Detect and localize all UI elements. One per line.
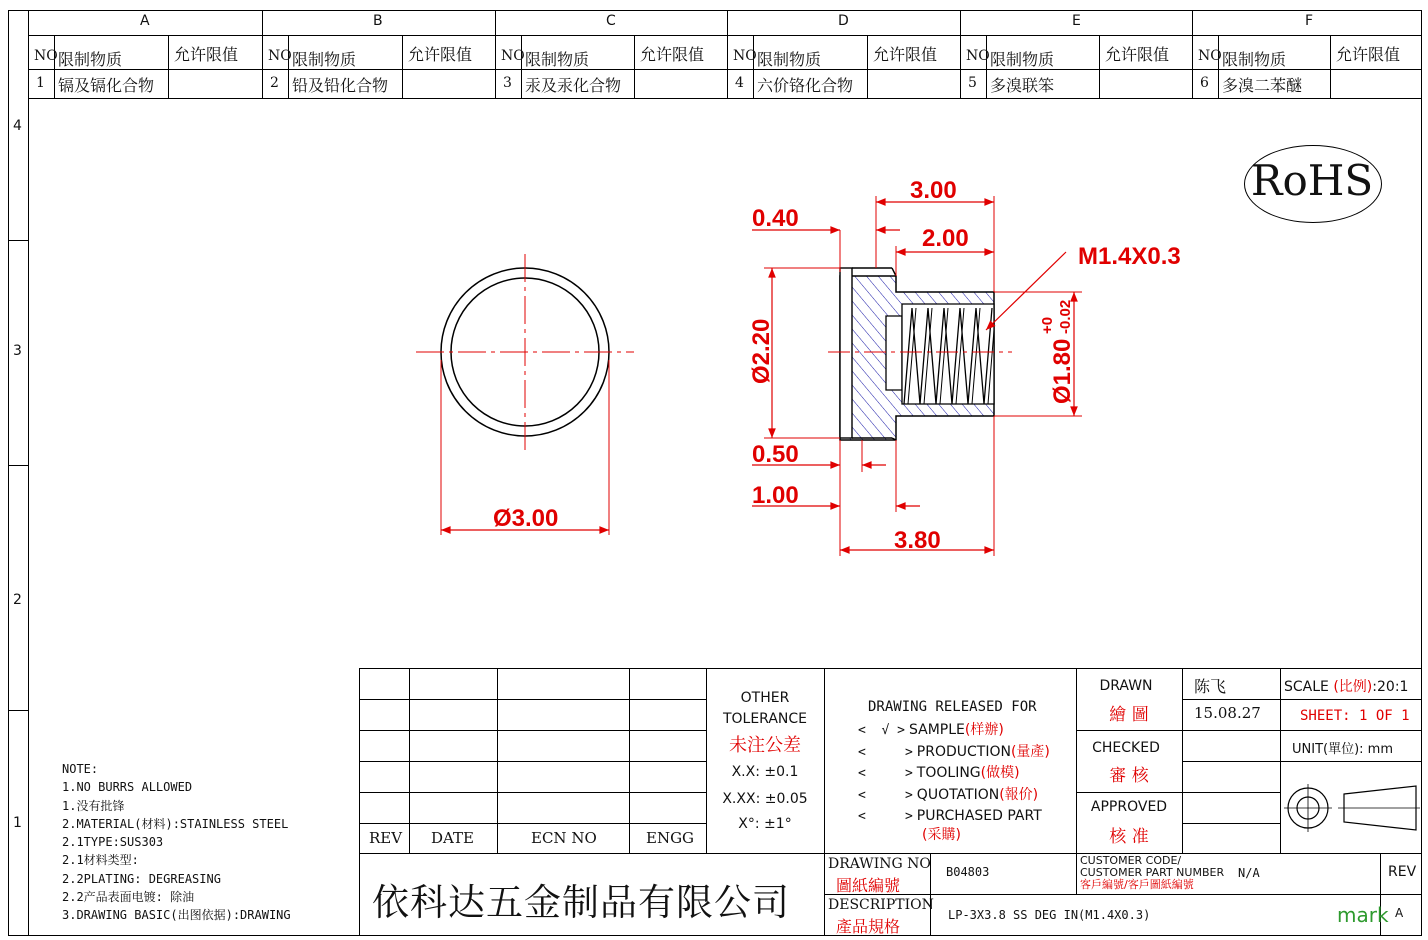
- substance-no: 4: [735, 75, 744, 91]
- sign-row: [1182, 823, 1280, 824]
- title-block-top: [359, 668, 1422, 669]
- substance-name: 铅及铅化合物: [292, 76, 389, 95]
- dim-040: 0.40: [752, 205, 799, 232]
- sign-row: [1076, 792, 1280, 793]
- substance-header: 限制物质: [292, 50, 357, 69]
- side-view: [752, 196, 1082, 556]
- row-label: 3: [13, 343, 22, 359]
- description-value: LP-3X3.8 SS DEG IN(M1.4X0.3): [948, 908, 1151, 922]
- limit-header: 允许限值: [640, 45, 705, 64]
- watermark: mark: [1337, 903, 1389, 927]
- dim-100: 1.00: [752, 482, 799, 509]
- tol-upper: +0: [1039, 316, 1056, 334]
- rev-value: A: [1395, 906, 1404, 920]
- substance-header: 限制物质: [525, 50, 590, 69]
- limit-header: 允许限值: [174, 45, 239, 64]
- limit-header: 允许限值: [408, 45, 473, 64]
- substance-name: 六价铬化合物: [757, 76, 854, 95]
- front-view: [416, 254, 634, 535]
- checked-label: CHECKED: [1092, 740, 1160, 756]
- checked-label-cn: 審 核: [1109, 766, 1149, 786]
- release-list: [858, 720, 1050, 842]
- description-label-cn: 產品規格: [836, 917, 901, 936]
- release-item: [858, 785, 1050, 807]
- drawn-label: DRAWN: [1099, 678, 1153, 694]
- note-line: NOTE:: [62, 762, 99, 776]
- column-label: A: [140, 13, 150, 29]
- substance-header: 限制物质: [990, 50, 1055, 69]
- date-header: DATE: [431, 829, 474, 847]
- release-item: [858, 742, 1050, 764]
- drawn-label-cn: 繪 圖: [1109, 705, 1149, 725]
- title-block-left: [359, 668, 360, 936]
- dim-dia-outer: Ø3.00: [493, 505, 559, 532]
- release-checkbox: < >: [858, 809, 913, 824]
- substance-header: 限制物质: [1222, 50, 1287, 69]
- rohs-label: RoHS: [1250, 156, 1374, 205]
- scale-row: [1280, 699, 1422, 700]
- no-header: NO: [34, 48, 58, 64]
- row-label: 1: [13, 815, 22, 831]
- company-name: 依科达五金制品有限公司: [372, 881, 790, 924]
- rev-label: REV: [1388, 864, 1417, 880]
- customer-label-1: CUSTOMER CODE/: [1080, 854, 1182, 867]
- approved-label-cn: 核 准: [1109, 827, 1149, 847]
- customer-value: N/A: [1238, 866, 1260, 880]
- row-label: 4: [13, 118, 22, 134]
- approved-label: APPROVED: [1090, 799, 1168, 815]
- release-item: [858, 763, 1050, 785]
- scale-display: [1284, 676, 1408, 696]
- substance-no: 2: [270, 75, 279, 91]
- customer-label-2: CUSTOMER PART NUMBER: [1080, 866, 1225, 879]
- substance-name: 汞及汞化合物: [525, 76, 622, 95]
- note-line: 2.2PLATING: DEGREASING: [62, 871, 221, 886]
- rev-header: REV: [369, 829, 403, 847]
- dim-dia-head: Ø2.20: [748, 318, 775, 384]
- substance-name: 镉及镉化合物: [58, 76, 155, 95]
- rev-row: [359, 792, 706, 793]
- no-header: NO: [501, 48, 525, 64]
- desc-row: [824, 894, 1422, 895]
- note-line: 2.1TYPE:SUS303: [62, 835, 164, 850]
- substance-no: 1: [36, 75, 45, 91]
- note-line: 3.DRAWING BASIC(出图依据):DRAWING: [62, 908, 291, 923]
- no-header: NO: [268, 48, 292, 64]
- sheet-label: SHEET: 1 OF 1: [1300, 708, 1410, 724]
- unit-label: UNIT(單位): mm: [1292, 742, 1393, 757]
- release-label: PURCHASED PART: [916, 808, 1042, 824]
- release-label-cn: (做模): [980, 765, 1020, 781]
- substance-name: 多溴二苯醚: [1222, 76, 1303, 95]
- tol-title2: TOLERANCE: [722, 711, 808, 727]
- release-label: QUOTATION: [916, 786, 1000, 803]
- release-checkbox: < √ >: [858, 723, 905, 738]
- tol-deg: X°: ±1°: [738, 816, 792, 832]
- substance-name: 多溴联笨: [990, 76, 1055, 95]
- tol-x2: X.XX: ±0.05: [722, 791, 808, 807]
- release-label: PRODUCTION: [916, 743, 1011, 760]
- release-label-cn: (样辦): [964, 722, 1004, 738]
- no-header: NO: [1198, 48, 1222, 64]
- no-header: NO: [966, 48, 990, 64]
- drawing-no-label-cn: 圖紙編號: [836, 876, 901, 895]
- dim-300: 3.00: [910, 177, 957, 204]
- dim-200: 2.00: [922, 225, 969, 252]
- substance-no: 5: [968, 75, 977, 91]
- drawing-no-label: DRAWING NO: [828, 856, 931, 872]
- release-title: DRAWING RELEASED FOR: [868, 699, 1037, 715]
- rev-row: [359, 761, 706, 762]
- dim-380: 3.80: [894, 527, 941, 554]
- chamfer: [892, 268, 896, 276]
- scale-row: [1280, 761, 1422, 762]
- release-label-cn: (報价): [999, 786, 1039, 803]
- note-line: 1.NO BURRS ALLOWED: [62, 780, 193, 795]
- scale-value: :20:1: [1372, 679, 1409, 695]
- head-face: [840, 268, 852, 438]
- release-label: SAMPLE: [908, 722, 965, 738]
- column-label: B: [373, 13, 383, 29]
- column-label: D: [838, 13, 849, 29]
- note-line: 2.1材料类型:: [62, 853, 139, 868]
- note-line: 1.没有批锋: [62, 798, 125, 813]
- tol-lower: -0.02: [1057, 299, 1074, 334]
- limit-header: 允许限值: [1105, 45, 1170, 64]
- release-label-cn: (采購): [922, 826, 961, 843]
- release-checkbox: < >: [858, 787, 913, 803]
- sign-row: [1182, 761, 1280, 762]
- dim-dia-thread: Ø1.80: [1049, 338, 1076, 404]
- rev-row: [359, 699, 706, 700]
- column-label: C: [606, 13, 616, 29]
- sign-row: [1076, 730, 1422, 731]
- row-label: 2: [13, 592, 22, 608]
- drawn-date: 15.08.27: [1194, 704, 1261, 722]
- notes-block: [62, 760, 291, 925]
- tol-col: [824, 668, 825, 936]
- release-checkbox: < >: [858, 744, 913, 760]
- column-label: F: [1305, 13, 1314, 29]
- thread-spec: M1.4X0.3: [1078, 243, 1181, 270]
- rev-row: [359, 823, 706, 824]
- substance-no: 3: [503, 75, 512, 91]
- limit-header: 允许限值: [1336, 45, 1401, 64]
- release-checkbox: < >: [858, 766, 913, 781]
- description-label: DESCRIPTION: [828, 897, 934, 913]
- engg-header: ENGG: [646, 829, 695, 847]
- column-label: E: [1072, 13, 1081, 29]
- release-item: [858, 720, 1050, 742]
- tol-x1: X.X: ±0.1: [731, 764, 799, 780]
- title-mid-line: [359, 853, 1422, 854]
- bore-relief: [886, 316, 902, 390]
- sign-row: [1182, 699, 1280, 700]
- rev-row: [359, 730, 706, 731]
- note-line: 2.MATERIAL(材料):STAINLESS STEEL: [62, 816, 289, 831]
- release-label-cn: (量產): [1010, 743, 1050, 760]
- scale-label-cn: (比例): [1333, 679, 1373, 695]
- projection-symbol-icon: [1282, 774, 1422, 844]
- substance-no: 6: [1200, 75, 1209, 91]
- release-label: TOOLING: [916, 765, 981, 781]
- substance-header: 限制物质: [757, 50, 822, 69]
- ecn-header: ECN NO: [531, 829, 597, 847]
- desc-col: [1076, 853, 1077, 894]
- customer-label-cn: 客戶編號/客戶圖紙編號: [1080, 878, 1194, 891]
- drawing-no-value: B04803: [946, 865, 990, 879]
- tol-title1: OTHER: [740, 690, 790, 706]
- drawn-name: 陈飞: [1194, 677, 1227, 696]
- note-line: 2.2产品表面电镀: 除油: [62, 890, 195, 905]
- substance-header: 限制物质: [58, 50, 123, 69]
- dim-050: 0.50: [752, 441, 799, 468]
- release-item: [858, 806, 1050, 828]
- tol-title-cn: 未注公差: [729, 735, 801, 756]
- limit-header: 允许限值: [873, 45, 938, 64]
- no-header: NO: [733, 48, 757, 64]
- scale-label: SCALE: [1284, 679, 1329, 695]
